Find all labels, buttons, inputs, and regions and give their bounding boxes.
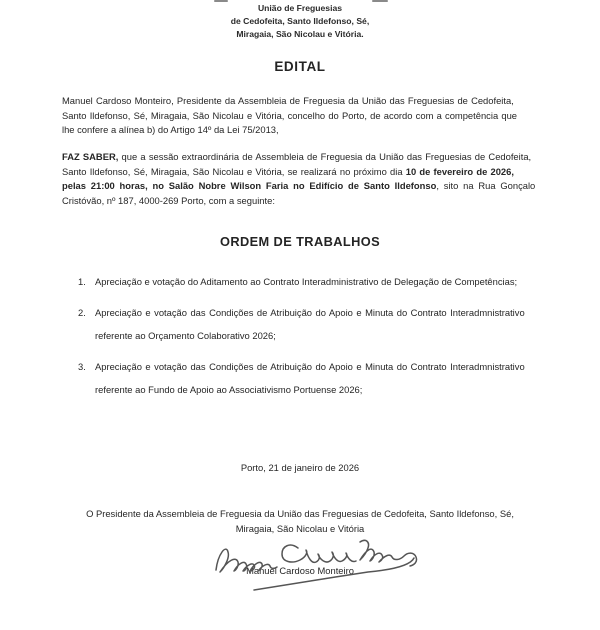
agenda-item-3-line-1: Apreciação e votação das Condições de Atribuição do Apoio e Minuta do Contrato Interadmnistrativo (95, 361, 525, 372)
letterhead-line-3: Miragaia, São Nicolau e Vitória. (236, 29, 364, 39)
session-time-place-bold: pelas 21:00 horas, no Salão Nobre Wilson Faria no Edifício de Santo Ildefonso (62, 180, 437, 192)
signoff-role-line-1: O Presidente da Assembleia de Freguesia da União das Freguesias de Cedofeita, Santo Ildefonso, Sé, (86, 508, 514, 519)
notice-paragraph (62, 150, 544, 208)
agenda-item-2 (62, 301, 544, 347)
letterhead-line-2: de Cedofeita, Santo Ildefonso, Sé, (230, 16, 370, 26)
notice-line-4: Cristóvão, nº 187, 4000-269 Porto, com a seguinte: (62, 194, 275, 206)
agenda-item-1-number: 1. (78, 276, 86, 287)
session-date-bold: 10 de fevereiro de 2026, (405, 165, 514, 177)
notice-line-3-rest: , sito na Rua Gonçalo (436, 180, 536, 192)
intro-line-3: lhe confere a alínea b) do Artigo 14º da Lei 75/2013, (62, 124, 279, 136)
agenda-item-1-line-1: Apreciação e votação do Aditamento ao Contrato Interadministrativo de Delegação de Competências; (95, 276, 518, 287)
faz-saber-bold: FAZ SABER, (62, 151, 119, 162)
agenda-item-2-line-2: referente ao Orçamento Colaborativo 2026; (95, 330, 276, 341)
dateline: Porto, 21 de janeiro de 2026 (240, 462, 360, 473)
intro-paragraph (62, 94, 544, 138)
agenda-item-2-number: 2. (78, 307, 86, 318)
signoff-role (30, 506, 570, 536)
notice-line-2 (62, 165, 544, 180)
intro-line-2: Santo Ildefonso, Sé, Miragaia, São Nicolau e Vitória, concelho do Porto, de acordo com a competência que (62, 109, 518, 121)
document-title: EDITAL (274, 59, 326, 74)
agenda-item-3 (62, 355, 544, 401)
agenda-item-2-text (95, 301, 544, 347)
agenda-item-1 (62, 270, 544, 293)
agenda-item-2-line-1: Apreciação e votação das Condições de Atribuição do Apoio e Minuta do Contrato Interadmnistrativo (95, 307, 525, 318)
letterhead (0, 2, 600, 41)
agenda-item-3-text (95, 355, 544, 401)
notice-line-1-rest: que a sessão extraordinária de Assembleia de Freguesia da União das Freguesias de Cedofeita, (118, 151, 532, 162)
notice-line-3 (62, 179, 544, 194)
letterhead-line-1: União de Freguesias (257, 3, 343, 13)
agenda-item-3-line-2: referente ao Fundo de Apoio ao Associativismo Portuense 2026; (95, 384, 363, 395)
notice-line-1 (62, 150, 544, 165)
agenda-list (62, 270, 544, 409)
signer-name: Manuel Cardoso Monteiro (246, 565, 354, 576)
agenda-item-3-number: 3. (78, 361, 86, 372)
agenda-heading: ORDEM DE TRABALHOS (219, 234, 381, 249)
agenda-item-1-text (95, 270, 544, 293)
signoff-role-line-2: Miragaia, São Nicolau e Vitória (235, 523, 365, 534)
intro-line-1: Manuel Cardoso Monteiro, Presidente da Assembleia de Freguesia da União das Freguesias de Cedofeita, (62, 95, 514, 106)
notice-line-2-rest: Santo Ildefonso, Sé, Miragaia, São Nicolau e Vitória, se realizará no próximo dia (62, 165, 406, 177)
